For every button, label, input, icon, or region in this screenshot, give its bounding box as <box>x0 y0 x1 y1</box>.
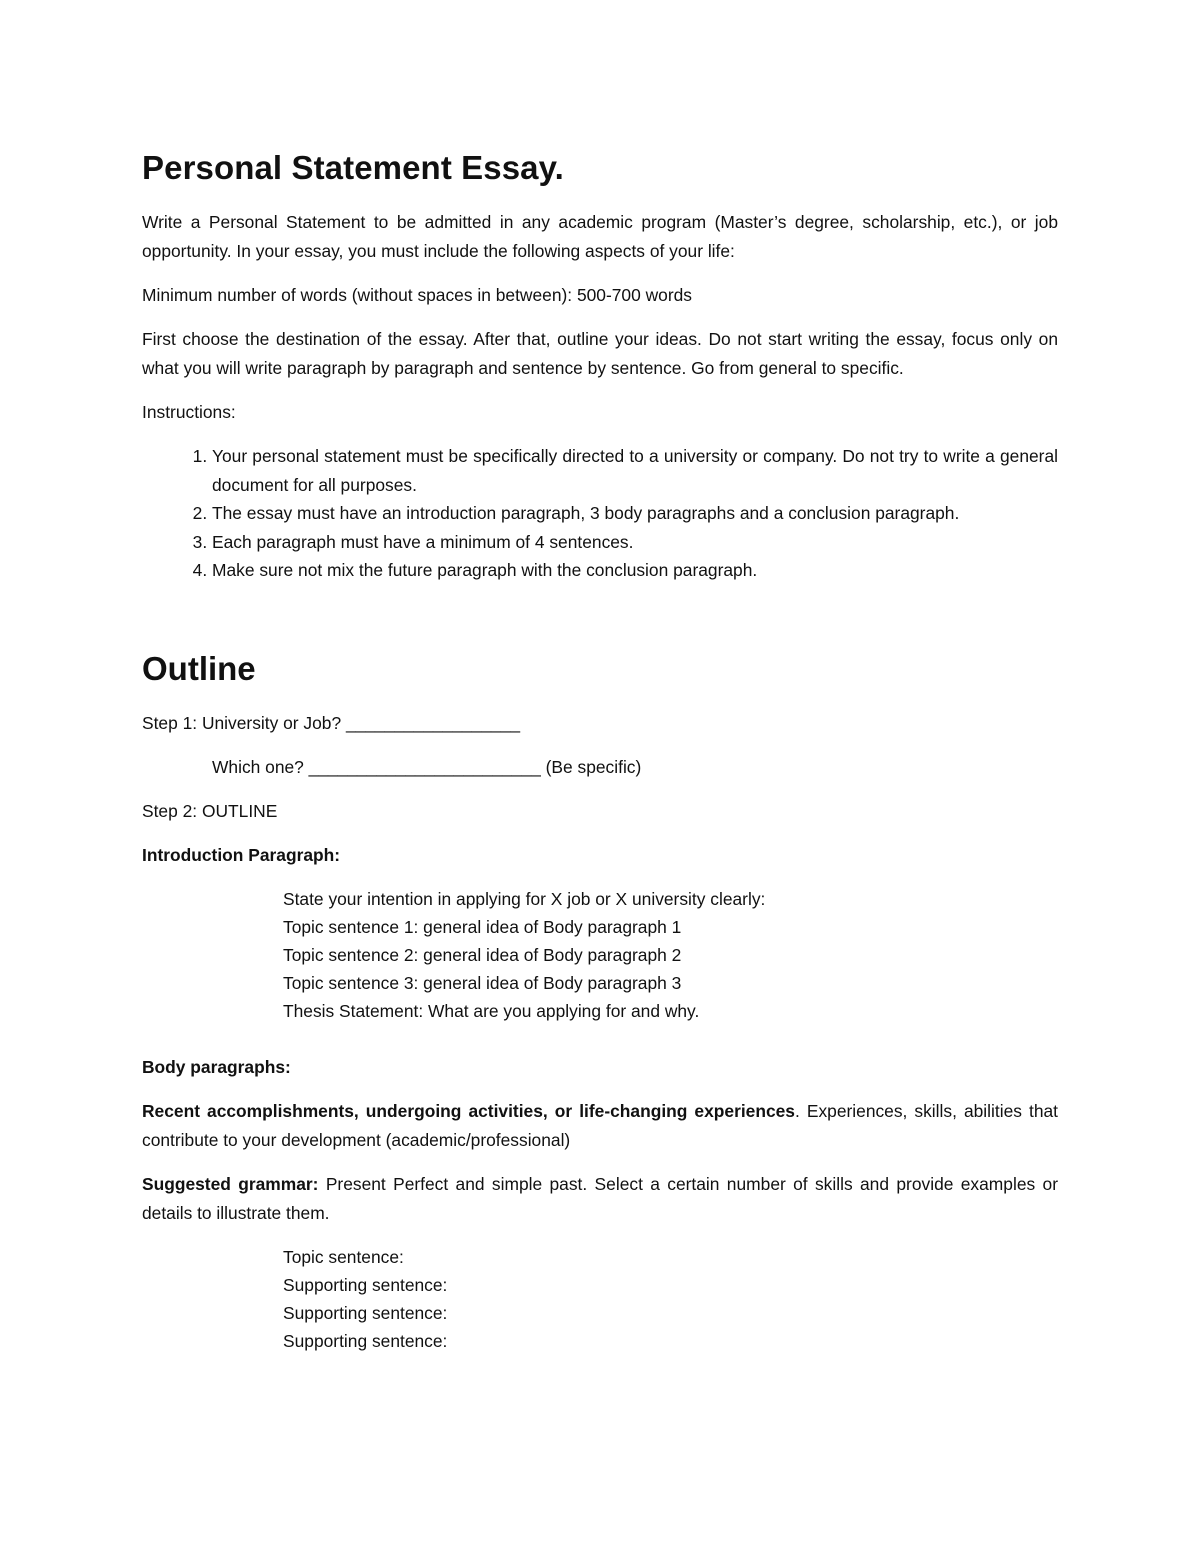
suggested-grammar-bold: Suggested grammar: <box>142 1173 319 1194</box>
instructions-list <box>142 442 1058 585</box>
intro-paragraph: Write a Personal Statement to be admitted in any academic program (Master’s degree, scholarship, etc.), or job opportunity. In your essay, you must include the following aspects of your life: <box>142 212 1058 261</box>
which-one-line: Which one? ________________________ (Be specific) <box>212 756 642 777</box>
outline-heading: Outline <box>142 649 256 687</box>
intro-outline-line: State your intention in applying for X job or X university clearly: <box>283 888 766 909</box>
recent-accomplishments-paragraph <box>142 1097 1058 1155</box>
first-choose-paragraph: First choose the destination of the essay. After that, outline your ideas. Do not start writing the essay, focus only on what you will write paragraph by paragraph and sentence by sentence. Go from general to specific. <box>142 329 1058 378</box>
intro-outline-line: Topic sentence 2: general idea of Body paragraph 2 <box>283 944 682 965</box>
recent-accomplishments-bold: Recent accomplishments, undergoing activities, or life-changing experiences <box>142 1100 795 1121</box>
body-outline-line: Topic sentence: <box>283 1246 404 1267</box>
intro-outline-lines <box>142 885 1058 1026</box>
step1-line: Step 1: University or Job? __________________ <box>142 712 521 733</box>
instruction-item: 4. Make sure not mix the future paragraph with the conclusion paragraph. <box>212 556 1058 585</box>
intro-paragraph-heading: Introduction Paragraph: <box>142 844 341 865</box>
instruction-item: 2. The essay must have an introduction paragraph, 3 body paragraphs and a conclusion paragraph. <box>212 499 1058 528</box>
document-title: Personal Statement Essay. <box>142 149 564 186</box>
step2-line: Step 2: OUTLINE <box>142 800 278 821</box>
body-outline-line: Supporting sentence: <box>283 1331 448 1352</box>
intro-outline-line: Topic sentence 1: general idea of Body paragraph 1 <box>283 916 682 937</box>
recent-accomplishments-rest: . Experiences, skills, abilities that contribute to your development (academic/professional) <box>142 1100 1058 1150</box>
body-outline-line: Supporting sentence: <box>283 1302 448 1323</box>
suggested-grammar-paragraph <box>142 1170 1058 1228</box>
instruction-item: 1. Your personal statement must be specifically directed to a university or company. Do not try to write a general document for all purposes. <box>212 442 1058 499</box>
body-outline-lines <box>142 1243 1058 1356</box>
intro-outline-line: Thesis Statement: What are you applying for and why. <box>283 1001 700 1022</box>
suggested-grammar-rest: Present Perfect and simple past. Select a certain number of skills and provide examples or details to illustrate them. <box>142 1173 1058 1223</box>
intro-outline-line: Topic sentence 3: general idea of Body paragraph 3 <box>283 973 682 994</box>
min-words-line: Minimum number of words (without spaces in between): 500-700 words <box>142 285 692 305</box>
body-outline-line: Supporting sentence: <box>283 1274 448 1295</box>
instructions-label: Instructions: <box>142 402 236 422</box>
body-paragraphs-heading: Body paragraphs: <box>142 1056 291 1077</box>
document-content <box>142 140 1058 1355</box>
spacer <box>142 1026 1058 1053</box>
instruction-item: 3. Each paragraph must have a minimum of 4 sentences. <box>212 528 1058 557</box>
